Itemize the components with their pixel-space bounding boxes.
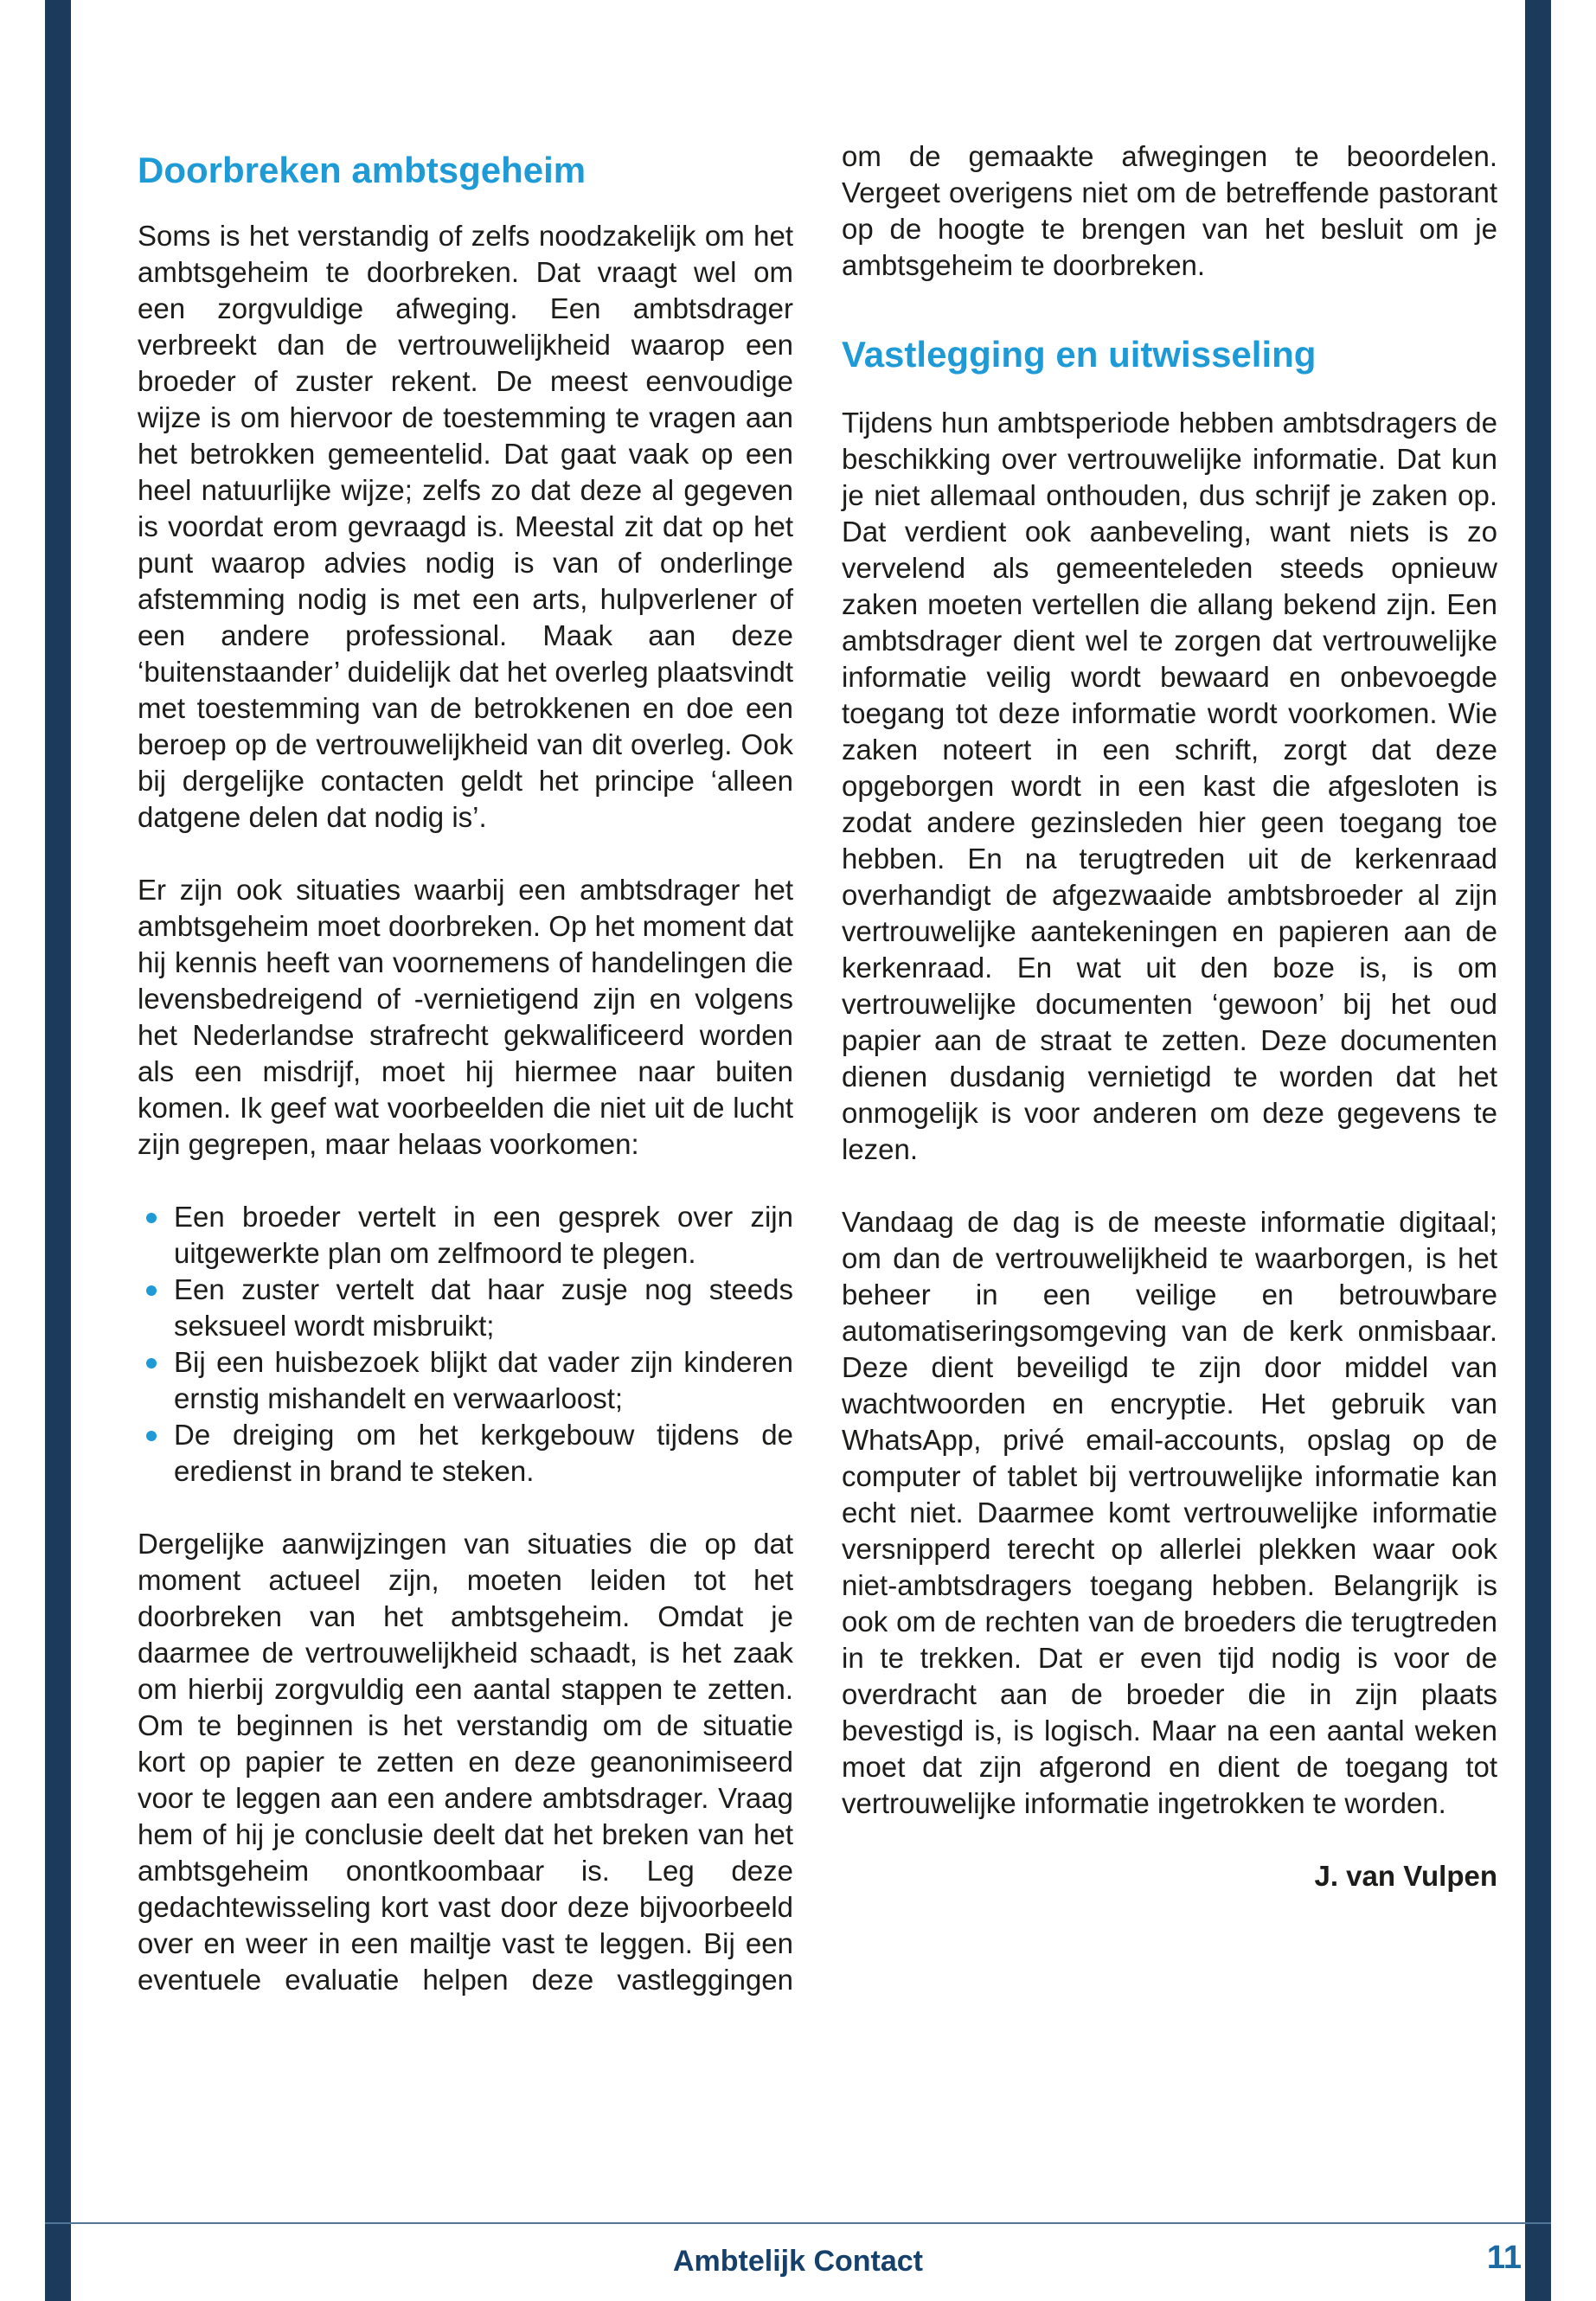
section-heading-doorbreken-ambtsgeheim: Doorbreken ambtsgeheim [138,150,586,190]
bullet-dot-icon [146,1358,157,1368]
list-item-text: Een zuster vertelt dat haar zusje nog steeds seksueel wordt misbruikt; [174,1273,793,1343]
left-edge-bar [45,0,71,2301]
paragraph: Vandaag de dag is de meeste informatie digitaal; om dan de vertrouwelijkheid te waarborgen, is het beheer in een veilige en betrouwbare automatiseringsomgeving van de kerk onmisbaar. Deze dient beveiligd te zijn door middel van wachtwoorden en encryptie. Het gebruik van WhatsApp, privé email-accounts, opslag op de computer of tablet bij vertrouwelijke informatie kan echt niet. Daarmee komt vertrouwelijke informatie versnipperd terecht op allerlei plekken waar ook niet-ambtsdragers toegang hebben. Belangrijk is ook om de rechten van de broeders die terugtreden in te trekken. Dat er even tijd nodig is voor de overdracht aan de broeder die in zijn plaats bevestigd is, is logisch. Maar na een aantal weken moet dat zijn afgerond en dient de toegang tot vertrouwelijke informatie ingetrokken te worden. [842,1206,1497,1820]
page-footer [45,2222,1551,2279]
author-signature: J. van Vulpen [1314,1860,1497,1893]
list-item-text: Bij een huisbezoek blijkt dat vader zijn kinderen ernstig mishandelt en verwaarloost; [174,1346,793,1415]
paragraph-continuation: om de gemaakte afwegingen te beoordelen. Vergeet overigens niet om de betreffende pastorant op de hoogte te brengen van het besluit om je ambtsgeheim te doorbreken. [842,140,1497,281]
paragraph: Soms is het verstandig of zelfs noodzakelijk om het ambtsgeheim te doorbreken. Dat vraagt wel om een zorgvuldige afweging. Een ambtsdrager verbreekt dan de vertrouwelijkheid waarop een broeder of zuster rekent. De meest eenvoudige wijze is om hiervoor de toestemming te vragen aan het betrokken gemeentelid. Dat gaat vaak op een heel natuurlijke wijze; zelfs zo dat deze al gegeven is voordat erom gevraagd is. Meestal zit dat op het punt waarop advies nodig is van of onderlinge afstemming nodig is met een arts, hulpverlener of een andere professional. Maak aan deze ‘buitenstaander’ duidelijk dat het overleg plaatsvindt met toestemming van de betrokkenen en doe een beroep op de vertrouwelijkheid van dit overleg. Ook bij dergelijke contacten geldt het principe ‘alleen datgene delen dat nodig is’. [138,220,793,834]
bullet-dot-icon [146,1285,157,1296]
right-edge-bar [1525,0,1551,2301]
list-item [138,1344,793,1417]
bullet-list [138,1199,793,1490]
list-item [138,1199,793,1272]
bullet-dot-icon [146,1213,157,1223]
list-item [138,1417,793,1490]
paragraph: Er zijn ook situaties waarbij een ambtsdrager het ambtsgeheim moet doorbreken. Op het moment dat hij kennis heeft van voornemens of handelingen die levensbedreigend of -vernietigend zijn en volgens het Nederlandse strafrecht gekwalificeerd worden als een misdrijf, moet hij hiermee naar buiten komen. Ik geef wat voorbeelden die niet uit de lucht zijn gegrepen, maar helaas voorkomen: [138,874,793,1161]
left-column [138,138,793,1998]
list-item-text: Een broeder vertelt in een gesprek over zijn uitgewerkte plan om zelfmoord te plegen. [174,1201,793,1270]
list-item [138,1272,793,1344]
right-column [842,138,1497,1998]
page-number: 11 [1486,2240,1522,2276]
journal-title: Ambtelijk Contact [672,2245,924,2278]
list-item-text: De dreiging om het kerkgebouw tijdens de eredienst in brand te steken. [174,1419,793,1488]
paragraph: Dergelijke aanwijzingen van situaties die op dat moment actueel zijn, moeten leiden tot het doorbreken van het ambtsgeheim. Omdat je daarmee de vertrouwelijkheid schaadt, is het zaak om hierbij zorgvuldig een aantal stappen te zetten. Om te beginnen is het verstandig om de situatie kort op papier te zetten en deze geanonimiseerd voor te leggen aan een andere ambtsdrager. Vraag hem of hij je conclusie deelt dat het breken van het ambtsgeheim onontkoombaar is. Leg deze gedachtewisseling kort vast door deze bijvoorbeeld over en weer in een mailtje vast te leggen. Bij een eventuele evaluatie helpen deze vastleggingen [138,1528,793,1997]
bullet-dot-icon [146,1431,157,1441]
article-content [138,138,1497,1998]
section-heading-vastlegging-en-uitwisseling: Vastlegging en uitwisseling [842,334,1317,375]
paragraph: Tijdens hun ambtsperiode hebben ambtsdragers de beschikking over vertrouwelijke informatie. Dat kun je niet allemaal onthouden, dus schrijf je zaken op. Dat verdient ook aanbeveling, want niets is zo vervelend als gemeenteleden steeds opnieuw zaken moeten vertellen die allang bekend zijn. Een ambtsdrager dient wel te zorgen dat vertrouwelijke informatie veilig wordt bewaard en onbevoegde toegang tot deze informatie wordt voorkomen. Wie zaken noteert in een schrift, zorgt dat deze opgeborgen wordt in een kast die afgesloten is zodat andere gezinsleden hier geen toegang toe hebben. En na terugtreden uit de kerkenraad overhandigt de afgezwaaide ambtsbroeder al zijn vertrouwelijke aantekeningen en papieren aan de kerkenraad. En wat uit den boze is, is om vertrouwelijke documenten ‘gewoon’ bij het oud papier aan de straat te zetten. Deze documenten dienen dusdanig vernietigd te worden dat het onmogelijk is voor anderen om deze gegevens te lezen. [842,407,1497,1166]
